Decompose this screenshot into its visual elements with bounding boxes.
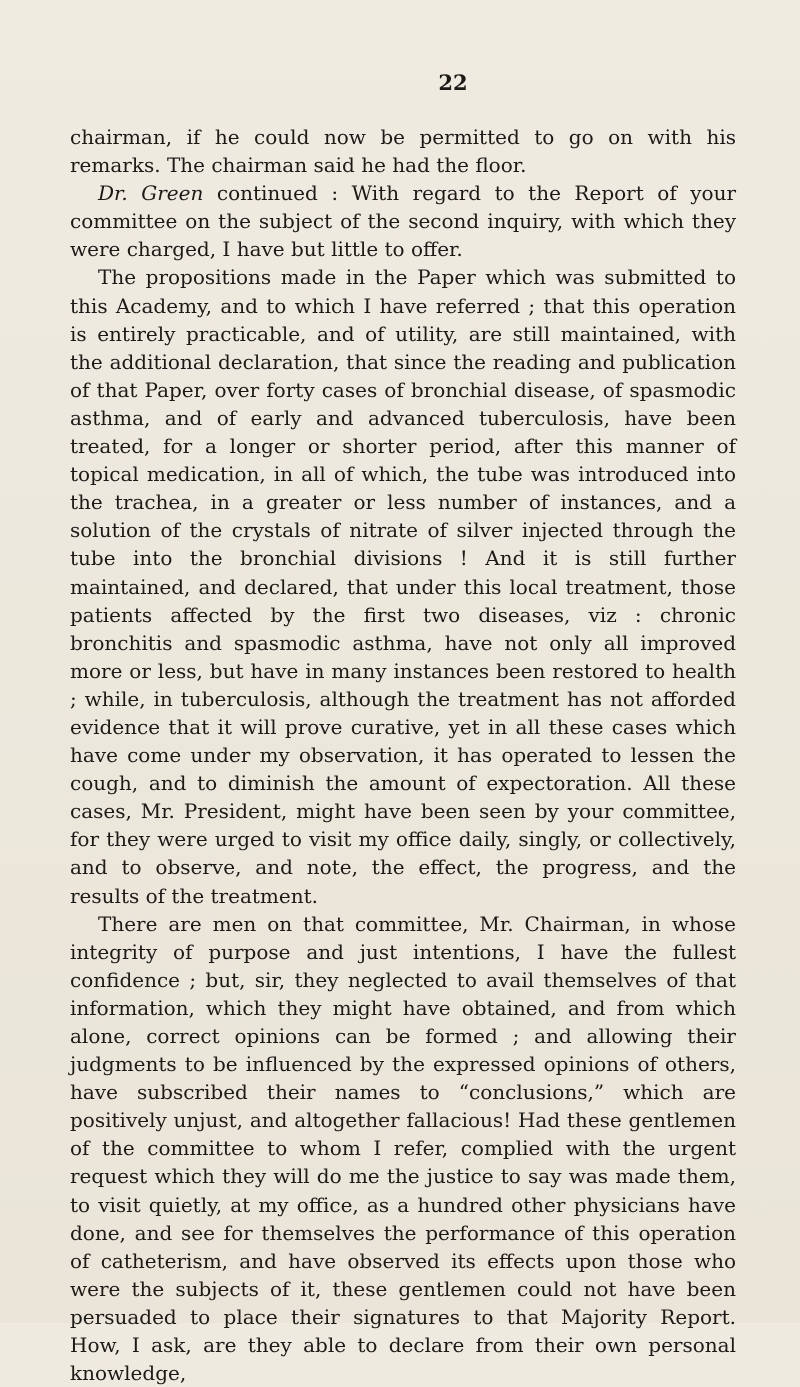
- paragraph-4-text: There are men on that committee, Mr. Chairman, in whose integrity of purpose and just intentions, I have the fullest confidence ; but, sir, they neglected to avail themselves of that information, which they might have obtained, and from which alone, correct opinions can be formed ; and allowing their judgments to be influenced by the expressed opinions of others, have subscribed their names to “conclusions,” which are positively unjust, and altogether fallacious! Had these gentlemen of the committee to whom I refer, complied with the urgent request which they will do me the justice to say was made them, to visit quietly, at my office, as a hundred other physicians have done, and see for themselves the performance of this operation of catheterism, and have observed its effects upon those who were the subjects of it, these gentlemen could not have been persuaded to place their signatures to that Majority Report. How, I ask, are they able to declare from their own personal knowledge,: [70, 911, 736, 1386]
- paragraph-1: [70, 123, 736, 179]
- body-text: [70, 123, 736, 1387]
- paragraph-3-text: The propositions made in the Paper which was submitted to this Academy, and to which I have referred ; that this operation is entirely practicable, and of utility, are still maintained, with the additional declaration, that since the reading and publication of that Paper, over forty cases of bronchial disease, of spasmodic asthma, and of early and advanced tuberculosis, have been treated, for a longer or shorter period, after this manner of topical medication, in all of which, the tube was introduced into the trachea, in a greater or less number of instances, and a solution of the crystals of nitrate of silver injected through the tube into the bronchial divisions ! And it is still further maintained, and declared, that under this local treatment, those patients affected by the first two diseases, viz : chronic bronchitis and spasmodic asthma, have not only all improved more or less, but have in many instances been restored to health ; while, in tuberculosis, although the treatment has not afforded evidence that it will prove curative, yet in all these cases which have come under my observation, it has operated to lessen the cough, and to diminish the amount of expectoration. All these cases, Mr. President, might have been seen by your committee, for they were urged to visit my office daily, singly, or collectively, and to observe, and note, the effect, the progress, and the results of the treatment.: [70, 265, 736, 908]
- paragraph-1-text: chairman, if he could now be permitted to go on with his remarks. The chairman said he had the floor.: [70, 125, 736, 178]
- speaker-name: Dr. Green: [98, 181, 204, 206]
- paragraph-4: [70, 910, 736, 1387]
- page-number: 22: [438, 70, 468, 95]
- paragraph-2-text: continued : With regard to the Report of your committee on the subject of the second inquiry, with which they were charged, I have but little to offer.: [70, 181, 737, 262]
- paragraph-2: [70, 179, 736, 263]
- paragraph-3: [70, 263, 736, 909]
